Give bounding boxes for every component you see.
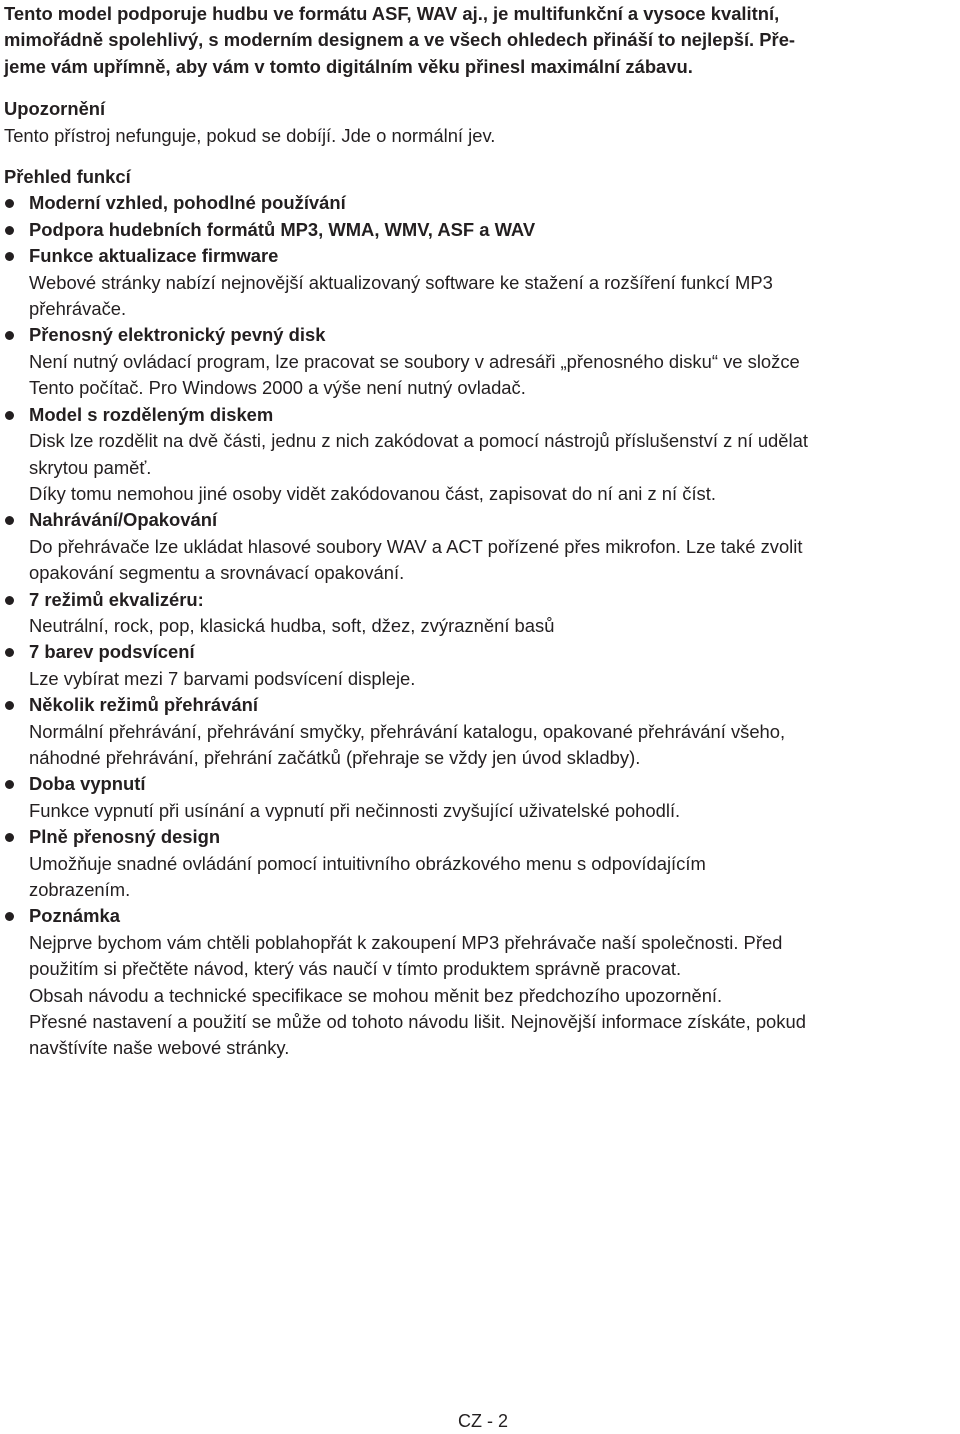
feature-description-line: opakování segmentu a srovnávací opakování. (29, 562, 405, 584)
feature-item (4, 243, 960, 322)
feature-title: Model s rozděleným diskem (29, 403, 274, 425)
intro-line: mimořádně spolehlivý, s moderním designem a ve všech ohledech přináší to nejlepší. Pře- (4, 29, 796, 51)
page-number: CZ - 2 (457, 1411, 508, 1431)
bullet-icon (5, 252, 14, 261)
feature-description-line: použitím si přečtěte návod, který vás naučí v tímto produktem správně pracovat. (29, 958, 682, 980)
warning-text: Tento přístroj nefunguje, pokud se dobíjí. Jde o normální jev. (4, 124, 496, 146)
bullet-icon (5, 648, 14, 657)
feature-description-line: přehrávače. (29, 298, 127, 320)
intro-paragraph (4, 1, 960, 80)
feature-item (4, 217, 960, 243)
feature-description-line: Do přehrávače lze ukládat hlasové soubory WAV a ACT pořízené přes mikrofon. Lze také zvolit (29, 535, 803, 557)
feature-title: Podpora hudebních formátů MP3, WMA, WMV, ASF a WAV (29, 218, 536, 240)
bullet-icon (5, 199, 14, 208)
feature-title: Plně přenosný design (29, 826, 221, 848)
feature-description-line: Neutrální, rock, pop, klasická hudba, soft, džez, zvýraznění basů (29, 614, 555, 636)
bullet-icon (5, 833, 14, 842)
feature-description-line: Webové stránky nabízí nejnovější aktualizovaný software ke stažení a rozšíření funkcí MP3 (29, 271, 773, 293)
feature-title: Funkce aktualizace firmware (29, 245, 279, 267)
feature-description-line: Funkce vypnutí při usínání a vypnutí při nečinnosti zvyšující uživatelské pohodlí. (29, 799, 681, 821)
feature-item (4, 903, 960, 1061)
feature-item (4, 639, 960, 692)
warning-heading: Upozornění (4, 98, 106, 120)
feature-item (4, 587, 960, 640)
bullet-icon (5, 596, 14, 605)
feature-title: Několik režimů přehrávání (29, 694, 258, 716)
bullet-icon (5, 331, 14, 340)
intro-line: jeme vám upřímně, aby vám v tomto digitálním věku přinesl maximální zábavu. (4, 55, 693, 77)
feature-title: Přenosný elektronický pevný disk (29, 324, 326, 346)
feature-description-line: Obsah návodu a technické specifikace se mohou měnit bez předchozího upozornění. (29, 984, 723, 1006)
features-section (4, 164, 960, 1062)
feature-item (4, 322, 960, 401)
feature-title: Poznámka (29, 905, 120, 927)
feature-item (4, 402, 960, 508)
feature-description-line: navštívíte naše webové stránky. (29, 1037, 290, 1059)
bullet-icon (5, 516, 14, 525)
feature-description-line: Disk lze rozdělit na dvě části, jednu z nich zakódovat a pomocí nástrojů příslušenství z ní udělat (29, 430, 808, 452)
feature-item (4, 771, 960, 824)
bullet-icon (5, 701, 14, 710)
bullet-icon (5, 780, 14, 789)
feature-title: 7 barev podsvícení (29, 641, 195, 663)
page-content (4, 0, 960, 1062)
warning-section (4, 96, 960, 149)
feature-description-line: skrytou paměť. (29, 456, 152, 478)
feature-item (4, 190, 960, 216)
intro-line: Tento model podporuje hudbu ve formátu ASF, WAV aj., je multifunkční a vysoce kvalitní, (4, 3, 780, 24)
bullet-icon (5, 411, 14, 420)
feature-title: 7 režimů ekvalizéru: (29, 588, 204, 610)
bullet-icon (5, 912, 14, 921)
feature-description-line: Tento počítač. Pro Windows 2000 a výše není nutný ovladač. (29, 377, 526, 399)
feature-description-line: Díky tomu nemohou jiné osoby vidět zakódovanou část, zapisovat do ní ani z ní číst. (29, 482, 716, 504)
feature-description-line: Umožňuje snadné ovládání pomocí intuitivního obrázkového menu s odpovídajícím (29, 852, 706, 874)
feature-list (4, 190, 960, 1061)
feature-item (4, 507, 960, 586)
bullet-icon (5, 226, 14, 235)
feature-title: Nahrávání/Opakování (29, 509, 218, 531)
feature-item (4, 692, 960, 771)
feature-description-line: náhodné přehrávání, přehrání začátků (přehraje se vždy jen úvod skladby). (29, 746, 641, 768)
feature-description-line: Normální přehrávání, přehrávání smyčky, přehrávání katalogu, opakované přehrávání všeho, (29, 720, 786, 742)
feature-description-line: Nejprve bychom vám chtěli poblahopřát k zakoupení MP3 přehrávače naší společnosti. Před (29, 931, 783, 953)
feature-description-line: Není nutný ovládací program, lze pracovat se soubory v adresáři „přenosného disku“ ve složce (29, 350, 800, 372)
feature-item (4, 824, 960, 903)
feature-description-line: Přesné nastavení a použití se může od tohoto návodu lišit. Nejnovější informace získáte, pokud (29, 1011, 806, 1033)
feature-description-line: Lze vybírat mezi 7 barvami podsvícení displeje. (29, 667, 416, 689)
feature-description-line: zobrazením. (29, 879, 131, 900)
features-heading: Přehled funkcí (4, 166, 131, 188)
feature-title: Doba vypnutí (29, 773, 146, 795)
feature-title: Moderní vzhled, pohodlné používání (29, 192, 346, 214)
